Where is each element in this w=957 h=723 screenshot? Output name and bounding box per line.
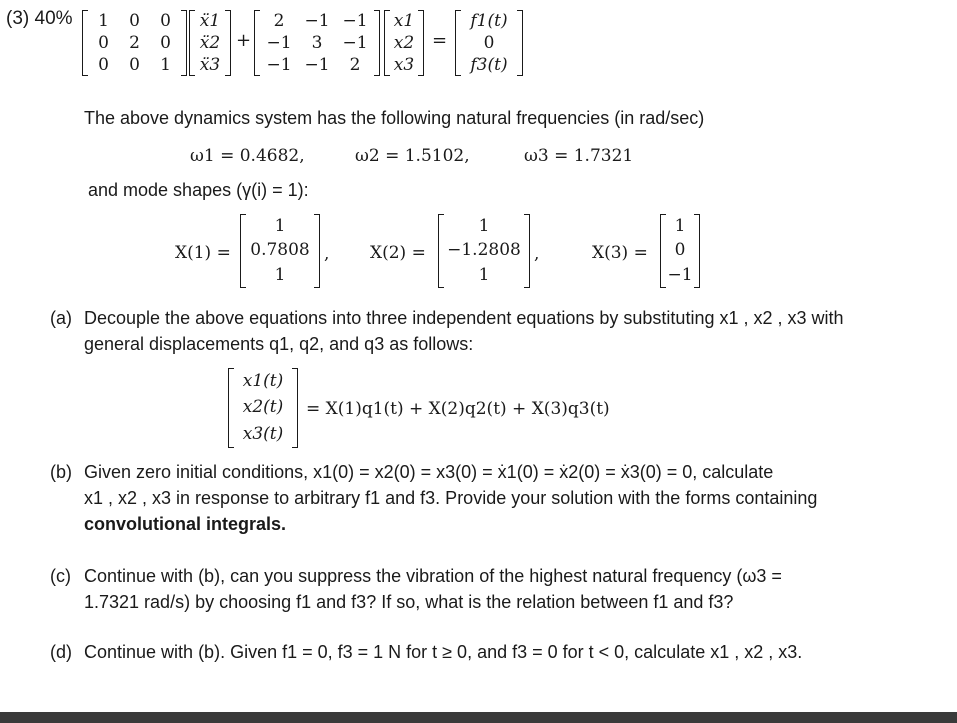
matrix-cell: −1 bbox=[304, 10, 330, 31]
mode-vector bbox=[660, 214, 700, 288]
stiffness-matrix bbox=[254, 10, 380, 76]
accel-vector bbox=[189, 10, 231, 76]
vector-cell: x2(t) bbox=[242, 397, 284, 418]
mode-shape-intro: and mode shapes (γ(i) = 1): bbox=[88, 180, 309, 200]
omega-2: ω2 = 1.5102, bbox=[355, 146, 470, 166]
vector-cell: 0 bbox=[483, 32, 495, 53]
part-d-tag: (d) bbox=[50, 642, 72, 662]
modal-expansion: = X(1)q1(t) + X(2)q2(t) + X(3)q3(t) bbox=[306, 399, 610, 419]
mode-vector bbox=[240, 214, 320, 288]
vector-cell: f1(t) bbox=[470, 10, 508, 31]
matrix-cell: −1 bbox=[304, 54, 330, 75]
matrix-cell: 0 bbox=[129, 54, 140, 75]
displacement-vector bbox=[228, 368, 298, 448]
matrix-cell: −1 bbox=[342, 32, 368, 53]
mode-separator: , bbox=[324, 244, 330, 264]
part-a-line-2: general displacements q1, q2, and q3 as follows: bbox=[84, 334, 474, 354]
omega-3: ω3 = 1.7321 bbox=[524, 146, 634, 166]
mass-matrix bbox=[82, 10, 187, 76]
matrix-cell: 0 bbox=[98, 54, 109, 75]
part-c-line-1: Continue with (b), can you suppress the vibration of the highest natural frequency (ω3 = bbox=[84, 566, 782, 586]
bottom-divider bbox=[0, 712, 957, 723]
matrix-cell: 0 bbox=[98, 32, 109, 53]
matrix-cell: 2 bbox=[273, 10, 285, 31]
part-a-tag: (a) bbox=[50, 308, 72, 328]
part-d-line-1: Continue with (b). Given f1 = 0, f3 = 1 N for t ≥ 0, and f3 = 0 for t < 0, calculate x1 , x2 , x3. bbox=[84, 642, 803, 662]
vector-cell: x2 bbox=[393, 32, 415, 53]
matrix-cell: 2 bbox=[349, 54, 361, 75]
matrix-cell: −1 bbox=[266, 54, 292, 75]
mode-label: X(2) = bbox=[370, 243, 426, 263]
mode-label: X(1) = bbox=[175, 243, 231, 263]
vector-cell: x1 bbox=[393, 10, 415, 31]
vector-cell: 1 bbox=[674, 215, 686, 236]
part-c-line-2: 1.7321 rad/s) by choosing f1 and f3? If so, what is the relation between f1 and f3? bbox=[84, 592, 734, 612]
vector-cell: 1 bbox=[478, 215, 490, 236]
vector-cell: ẍ3 bbox=[199, 54, 221, 75]
vector-cell: −1.2808 bbox=[447, 240, 521, 261]
problem-label: (3) 40% bbox=[6, 8, 73, 29]
frequency-intro: The above dynamics system has the following natural frequencies (in rad/sec) bbox=[84, 108, 705, 128]
mode-separator: , bbox=[534, 244, 540, 264]
vector-cell: 1 bbox=[274, 265, 286, 286]
mode-vector bbox=[438, 214, 530, 288]
matrix-cell: 0 bbox=[129, 10, 140, 31]
part-b-line-3: convolutional integrals. bbox=[84, 514, 287, 534]
part-b-line-2: x1 , x2 , x3 in response to arbitrary f1 and f3. Provide your solution with the forms containing bbox=[84, 488, 818, 508]
matrix-cell: 0 bbox=[160, 32, 171, 53]
vector-cell: 1 bbox=[274, 215, 286, 236]
vector-cell: ẍ1 bbox=[199, 10, 221, 31]
matrix-cell: 3 bbox=[311, 32, 323, 53]
part-a-line-1: Decouple the above equations into three independent equations by substituting x1 , x2 , x3 with bbox=[84, 308, 844, 328]
vector-cell: x3 bbox=[393, 54, 415, 75]
omega-1: ω1 = 0.4682, bbox=[190, 146, 305, 166]
matrix-cell: 0 bbox=[160, 10, 171, 31]
vector-cell: x1(t) bbox=[242, 370, 284, 391]
matrix-cell: −1 bbox=[342, 10, 368, 31]
part-b-line-1: Given zero initial conditions, x1(0) = x2(0) = x3(0) = ẋ1(0) = ẋ2(0) = ẋ3(0) = 0, calculate bbox=[84, 462, 774, 482]
disp-vector bbox=[384, 10, 424, 76]
matrix-cell: 1 bbox=[98, 10, 109, 31]
matrix-cell: 2 bbox=[129, 32, 140, 53]
vector-cell: ẍ2 bbox=[199, 32, 221, 53]
vector-cell: x3(t) bbox=[242, 424, 284, 445]
part-b-tag: (b) bbox=[50, 462, 72, 482]
vector-cell: f3(t) bbox=[470, 54, 508, 75]
force-vector bbox=[455, 10, 523, 76]
mode-label: X(3) = bbox=[592, 243, 648, 263]
vector-cell: −1 bbox=[667, 265, 693, 286]
matrix-cell: 1 bbox=[160, 54, 171, 75]
vector-cell: 0 bbox=[674, 240, 686, 261]
vector-cell: 0.7808 bbox=[250, 240, 310, 261]
plus-sign: + bbox=[236, 30, 252, 51]
vector-cell: 1 bbox=[478, 265, 490, 286]
part-c-tag: (c) bbox=[50, 566, 71, 586]
equals-sign: = bbox=[432, 30, 448, 51]
matrix-cell: −1 bbox=[266, 32, 292, 53]
